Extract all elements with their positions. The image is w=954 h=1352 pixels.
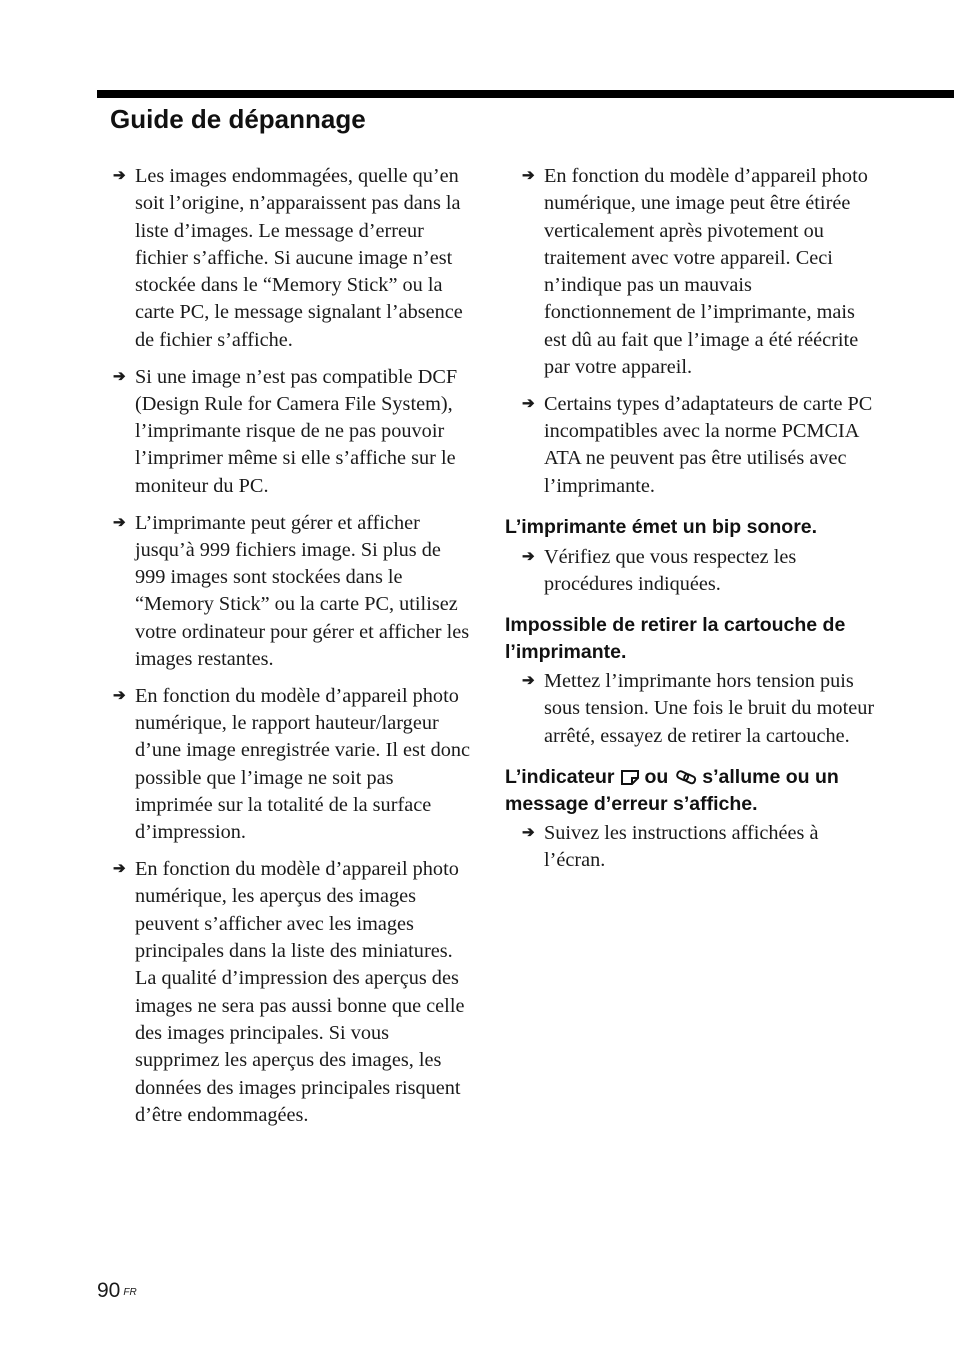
arrow-bullet-icon: ➔ bbox=[113, 368, 126, 385]
bullet-text: L’imprimante peut gérer et afficher jusqu’à 999 fichiers image. Si plus de 999 images sont stockées dans le “Memory Stick” ou la carte PC, utilisez votre ordinateur pour gérer et afficher les images restantes. bbox=[135, 511, 470, 671]
section-heading-beep: L’imprimante émet un bip sonore. bbox=[505, 516, 818, 539]
bullet-item bbox=[522, 668, 882, 750]
bullet-item bbox=[113, 163, 473, 354]
heading-text-after: s’allume ou un message d’erreur s’affiche. bbox=[505, 766, 839, 815]
arrow-bullet-icon: ➔ bbox=[113, 514, 126, 531]
bullet-text: Certains types d’adaptateurs de carte PC incompatibles avec la norme PCMCIA ATA ne peuvent pas être utilisés avec l’imprimante. bbox=[544, 392, 873, 497]
arrow-bullet-icon: ➔ bbox=[113, 168, 126, 184]
arrow-bullet-icon: ➔ bbox=[522, 168, 535, 184]
language-code: FR bbox=[123, 1287, 137, 1298]
bullet-item bbox=[113, 683, 473, 847]
page-footer bbox=[97, 1277, 137, 1305]
bullet-text: Suivez les instructions affichées à l’écran. bbox=[544, 822, 819, 872]
arrow-bullet-icon: ➔ bbox=[113, 687, 126, 704]
section-heading-indicator bbox=[505, 764, 882, 817]
arrow-bullet-icon: ➔ bbox=[522, 673, 535, 690]
bullet-text: En fonction du modèle d’appareil photo numérique, le rapport hauteur/largeur d’une image enregistrée varie. Il est donc possible que l’image ne soit pas imprimée sur la totalité de la surface d’impression. bbox=[135, 684, 471, 844]
left-column bbox=[113, 163, 473, 1139]
page-title: Guide de dépannage bbox=[110, 104, 366, 134]
page-number: 90 bbox=[97, 1279, 121, 1302]
bullet-item bbox=[522, 544, 882, 599]
bullet-text: Si une image n’est pas compatible DCF (Design Rule for Camera File System), l’imprimante risque de ne pas pouvoir l’imprimer même si elle s’affiche sur le moniteur du PC. bbox=[135, 365, 458, 497]
heading-text-middle: ou bbox=[644, 766, 669, 789]
bullet-text: Vérifiez que vous respectez les procédures indiquées. bbox=[544, 545, 797, 595]
bullet-item bbox=[522, 391, 882, 500]
bullet-item bbox=[522, 163, 882, 381]
heading-text-before: L’indicateur bbox=[505, 766, 615, 789]
bullet-text: Les images endommagées, quelle qu’en soit l’origine, n’apparaissent pas dans la liste d’images. Le message d’erreur fichier s’affiche. Si aucune image n’est stockée dans le “Memory Stick” ou la carte PC, le message signalant l’absence de fichier s’affiche. bbox=[135, 165, 463, 351]
bullet-item bbox=[113, 856, 473, 1129]
bullet-text: Mettez l’imprimante hors tension puis sous tension. Une fois le bruit du moteur arrêté, essayez de retirer la cartouche. bbox=[544, 670, 875, 747]
arrow-bullet-icon: ➔ bbox=[522, 548, 535, 565]
right-column bbox=[505, 163, 882, 884]
bullet-text: En fonction du modèle d’appareil photo numérique, une image peut être étirée verticalement après pivotement ou traitement avec votre appareil. Ceci n’indique pas un mauvais fonctionnement de l’imprimante, mais est dû au fait que l’image a été réécrite par votre appareil. bbox=[544, 165, 868, 379]
bullet-item bbox=[522, 820, 882, 875]
arrow-bullet-icon: ➔ bbox=[522, 825, 535, 842]
bullet-text: En fonction du modèle d’appareil photo numérique, les aperçus des images peuvent s’afficher avec les images principales dans la liste des miniatures. La qualité d’impression des aperçus des images ne sera pas aussi bonne que celle des images principales. Si vous supprimez les aperçus des images, les données des images principales risquent d’être endommagées. bbox=[135, 858, 465, 1126]
paper-indicator-icon bbox=[620, 768, 640, 786]
ribbon-indicator-icon bbox=[674, 768, 698, 786]
section-heading-cartridge: Impossible de retirer la cartouche de l’imprimante. bbox=[505, 614, 846, 663]
bullet-item bbox=[113, 510, 473, 674]
arrow-bullet-icon: ➔ bbox=[522, 395, 535, 412]
bullet-item bbox=[113, 364, 473, 500]
header-rule bbox=[97, 90, 954, 98]
arrow-bullet-icon: ➔ bbox=[113, 861, 126, 878]
